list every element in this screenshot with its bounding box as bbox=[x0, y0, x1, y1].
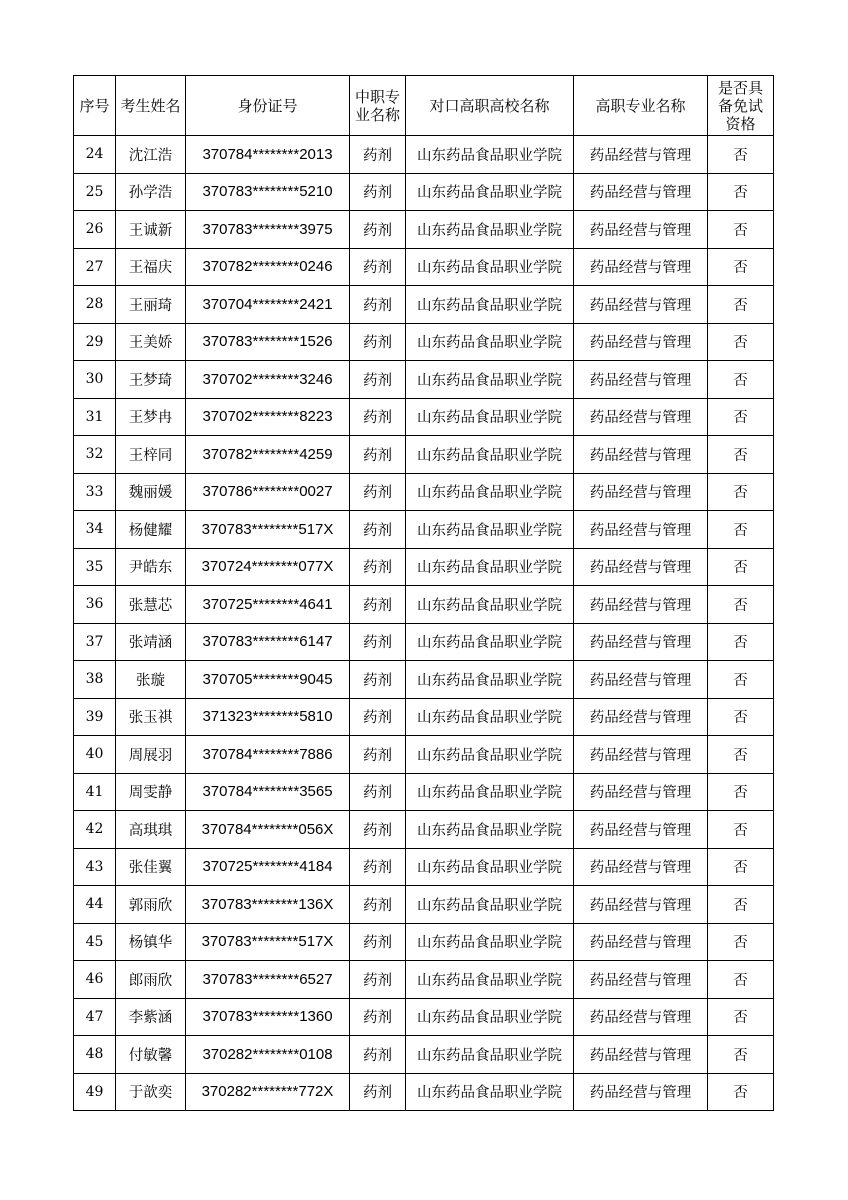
cell-school: 山东药品食品职业学院 bbox=[406, 286, 574, 324]
cell-school: 山东药品食品职业学院 bbox=[406, 848, 574, 886]
table-row bbox=[74, 361, 774, 399]
cell-major: 药剂 bbox=[350, 736, 406, 774]
cell-seq: 43 bbox=[74, 848, 116, 886]
cell-major: 药剂 bbox=[350, 286, 406, 324]
cell-major: 药剂 bbox=[350, 361, 406, 399]
table-row bbox=[74, 811, 774, 849]
table-row bbox=[74, 586, 774, 624]
candidate-table bbox=[73, 75, 774, 1111]
cell-school: 山东药品食品职业学院 bbox=[406, 698, 574, 736]
cell-id: 370783********6147 bbox=[186, 623, 350, 661]
cell-major: 药剂 bbox=[350, 848, 406, 886]
cell-name: 李紫涵 bbox=[116, 998, 186, 1036]
cell-major: 药剂 bbox=[350, 398, 406, 436]
table-row bbox=[74, 286, 774, 324]
header-name: 考生姓名 bbox=[116, 76, 186, 136]
cell-name: 王梦冉 bbox=[116, 398, 186, 436]
cell-name: 张靖涵 bbox=[116, 623, 186, 661]
cell-id: 370724********077X bbox=[186, 548, 350, 586]
table-row bbox=[74, 398, 774, 436]
cell-school: 山东药品食品职业学院 bbox=[406, 773, 574, 811]
header-row bbox=[74, 76, 774, 136]
cell-exempt: 否 bbox=[708, 698, 774, 736]
cell-major: 药剂 bbox=[350, 661, 406, 699]
header-exempt-line3: 资格 bbox=[725, 114, 756, 133]
cell-hmajor: 药品经营与管理 bbox=[574, 736, 708, 774]
cell-id: 370702********3246 bbox=[186, 361, 350, 399]
table-row bbox=[74, 1073, 774, 1111]
cell-major: 药剂 bbox=[350, 623, 406, 661]
cell-major: 药剂 bbox=[350, 586, 406, 624]
cell-hmajor: 药品经营与管理 bbox=[574, 661, 708, 699]
cell-exempt: 否 bbox=[708, 136, 774, 174]
cell-hmajor: 药品经营与管理 bbox=[574, 773, 708, 811]
cell-major: 药剂 bbox=[350, 211, 406, 249]
cell-school: 山东药品食品职业学院 bbox=[406, 136, 574, 174]
cell-exempt: 否 bbox=[708, 1036, 774, 1074]
table-row bbox=[74, 248, 774, 286]
table-row bbox=[74, 736, 774, 774]
cell-id: 370702********8223 bbox=[186, 398, 350, 436]
cell-hmajor: 药品经营与管理 bbox=[574, 211, 708, 249]
cell-seq: 32 bbox=[74, 436, 116, 474]
cell-hmajor: 药品经营与管理 bbox=[574, 698, 708, 736]
cell-name: 王梓同 bbox=[116, 436, 186, 474]
cell-major: 药剂 bbox=[350, 136, 406, 174]
cell-id: 370704********2421 bbox=[186, 286, 350, 324]
table-row bbox=[74, 211, 774, 249]
cell-school: 山东药品食品职业学院 bbox=[406, 961, 574, 999]
cell-school: 山东药品食品职业学院 bbox=[406, 173, 574, 211]
cell-hmajor: 药品经营与管理 bbox=[574, 1073, 708, 1111]
header-major-line2: 业名称 bbox=[354, 105, 400, 124]
cell-hmajor: 药品经营与管理 bbox=[574, 473, 708, 511]
cell-hmajor: 药品经营与管理 bbox=[574, 1036, 708, 1074]
cell-school: 山东药品食品职业学院 bbox=[406, 736, 574, 774]
cell-name: 郭雨欣 bbox=[116, 886, 186, 924]
cell-seq: 26 bbox=[74, 211, 116, 249]
cell-id: 370783********6527 bbox=[186, 961, 350, 999]
cell-exempt: 否 bbox=[708, 511, 774, 549]
cell-id: 370784********056X bbox=[186, 811, 350, 849]
cell-hmajor: 药品经营与管理 bbox=[574, 286, 708, 324]
cell-exempt: 否 bbox=[708, 211, 774, 249]
header-exempt-line2: 备免试 bbox=[717, 96, 763, 115]
cell-hmajor: 药品经营与管理 bbox=[574, 623, 708, 661]
cell-id: 370783********517X bbox=[186, 923, 350, 961]
header-major bbox=[350, 76, 406, 136]
cell-seq: 42 bbox=[74, 811, 116, 849]
cell-hmajor: 药品经营与管理 bbox=[574, 136, 708, 174]
cell-exempt: 否 bbox=[708, 586, 774, 624]
cell-major: 药剂 bbox=[350, 511, 406, 549]
cell-id: 370784********2013 bbox=[186, 136, 350, 174]
cell-id: 370783********1526 bbox=[186, 323, 350, 361]
cell-id: 370282********772X bbox=[186, 1073, 350, 1111]
header-school: 对口高职高校名称 bbox=[406, 76, 574, 136]
cell-name: 张慧芯 bbox=[116, 586, 186, 624]
header-id: 身份证号 bbox=[186, 76, 350, 136]
cell-seq: 40 bbox=[74, 736, 116, 774]
cell-school: 山东药品食品职业学院 bbox=[406, 1036, 574, 1074]
cell-major: 药剂 bbox=[350, 436, 406, 474]
table-row bbox=[74, 511, 774, 549]
table-row bbox=[74, 661, 774, 699]
table-row bbox=[74, 923, 774, 961]
table-row bbox=[74, 173, 774, 211]
cell-exempt: 否 bbox=[708, 473, 774, 511]
table-row bbox=[74, 848, 774, 886]
cell-hmajor: 药品经营与管理 bbox=[574, 961, 708, 999]
cell-exempt: 否 bbox=[708, 661, 774, 699]
cell-seq: 39 bbox=[74, 698, 116, 736]
cell-exempt: 否 bbox=[708, 811, 774, 849]
cell-hmajor: 药品经营与管理 bbox=[574, 886, 708, 924]
cell-hmajor: 药品经营与管理 bbox=[574, 811, 708, 849]
cell-major: 药剂 bbox=[350, 323, 406, 361]
cell-name: 王美娇 bbox=[116, 323, 186, 361]
cell-major: 药剂 bbox=[350, 998, 406, 1036]
cell-seq: 25 bbox=[74, 173, 116, 211]
cell-seq: 44 bbox=[74, 886, 116, 924]
cell-id: 370725********4641 bbox=[186, 586, 350, 624]
cell-name: 杨镇华 bbox=[116, 923, 186, 961]
cell-exempt: 否 bbox=[708, 623, 774, 661]
cell-name: 尹皓东 bbox=[116, 548, 186, 586]
cell-school: 山东药品食品职业学院 bbox=[406, 398, 574, 436]
cell-exempt: 否 bbox=[708, 286, 774, 324]
cell-major: 药剂 bbox=[350, 961, 406, 999]
cell-exempt: 否 bbox=[708, 436, 774, 474]
cell-hmajor: 药品经营与管理 bbox=[574, 998, 708, 1036]
header-major-line1: 中职专 bbox=[354, 87, 400, 106]
cell-exempt: 否 bbox=[708, 961, 774, 999]
cell-seq: 34 bbox=[74, 511, 116, 549]
cell-seq: 35 bbox=[74, 548, 116, 586]
cell-name: 王梦琦 bbox=[116, 361, 186, 399]
cell-exempt: 否 bbox=[708, 173, 774, 211]
header-seq: 序号 bbox=[74, 76, 116, 136]
cell-exempt: 否 bbox=[708, 548, 774, 586]
cell-school: 山东药品食品职业学院 bbox=[406, 923, 574, 961]
cell-name: 魏丽媛 bbox=[116, 473, 186, 511]
cell-name: 郎雨欣 bbox=[116, 961, 186, 999]
cell-name: 王福庆 bbox=[116, 248, 186, 286]
cell-hmajor: 药品经营与管理 bbox=[574, 248, 708, 286]
cell-major: 药剂 bbox=[350, 811, 406, 849]
table-body bbox=[74, 136, 774, 1111]
table-row bbox=[74, 886, 774, 924]
cell-seq: 24 bbox=[74, 136, 116, 174]
cell-seq: 37 bbox=[74, 623, 116, 661]
cell-seq: 27 bbox=[74, 248, 116, 286]
cell-school: 山东药品食品职业学院 bbox=[406, 1073, 574, 1111]
cell-exempt: 否 bbox=[708, 248, 774, 286]
cell-school: 山东药品食品职业学院 bbox=[406, 436, 574, 474]
table-row bbox=[74, 473, 774, 511]
cell-name: 孙学浩 bbox=[116, 173, 186, 211]
cell-name: 沈江浩 bbox=[116, 136, 186, 174]
cell-major: 药剂 bbox=[350, 1073, 406, 1111]
cell-id: 370782********4259 bbox=[186, 436, 350, 474]
cell-name: 王丽琦 bbox=[116, 286, 186, 324]
cell-seq: 41 bbox=[74, 773, 116, 811]
cell-id: 370725********4184 bbox=[186, 848, 350, 886]
cell-hmajor: 药品经营与管理 bbox=[574, 586, 708, 624]
cell-name: 张玉祺 bbox=[116, 698, 186, 736]
cell-school: 山东药品食品职业学院 bbox=[406, 323, 574, 361]
cell-major: 药剂 bbox=[350, 173, 406, 211]
cell-id: 370783********5210 bbox=[186, 173, 350, 211]
cell-school: 山东药品食品职业学院 bbox=[406, 623, 574, 661]
cell-hmajor: 药品经营与管理 bbox=[574, 548, 708, 586]
cell-exempt: 否 bbox=[708, 998, 774, 1036]
table-row bbox=[74, 323, 774, 361]
cell-name: 于歆奕 bbox=[116, 1073, 186, 1111]
cell-hmajor: 药品经营与管理 bbox=[574, 848, 708, 886]
cell-seq: 45 bbox=[74, 923, 116, 961]
cell-school: 山东药品食品职业学院 bbox=[406, 811, 574, 849]
cell-exempt: 否 bbox=[708, 1073, 774, 1111]
cell-major: 药剂 bbox=[350, 548, 406, 586]
cell-school: 山东药品食品职业学院 bbox=[406, 361, 574, 399]
cell-seq: 46 bbox=[74, 961, 116, 999]
table-row bbox=[74, 623, 774, 661]
cell-exempt: 否 bbox=[708, 886, 774, 924]
table-row bbox=[74, 436, 774, 474]
cell-hmajor: 药品经营与管理 bbox=[574, 511, 708, 549]
cell-seq: 49 bbox=[74, 1073, 116, 1111]
cell-seq: 38 bbox=[74, 661, 116, 699]
cell-hmajor: 药品经营与管理 bbox=[574, 398, 708, 436]
table-row bbox=[74, 773, 774, 811]
cell-hmajor: 药品经营与管理 bbox=[574, 923, 708, 961]
cell-exempt: 否 bbox=[708, 736, 774, 774]
cell-seq: 33 bbox=[74, 473, 116, 511]
cell-id: 370786********0027 bbox=[186, 473, 350, 511]
table-row bbox=[74, 1036, 774, 1074]
cell-seq: 28 bbox=[74, 286, 116, 324]
cell-name: 周雯静 bbox=[116, 773, 186, 811]
cell-exempt: 否 bbox=[708, 848, 774, 886]
cell-id: 370783********1360 bbox=[186, 998, 350, 1036]
cell-exempt: 否 bbox=[708, 773, 774, 811]
cell-seq: 29 bbox=[74, 323, 116, 361]
cell-school: 山东药品食品职业学院 bbox=[406, 211, 574, 249]
cell-exempt: 否 bbox=[708, 323, 774, 361]
cell-id: 370784********3565 bbox=[186, 773, 350, 811]
cell-seq: 36 bbox=[74, 586, 116, 624]
cell-hmajor: 药品经营与管理 bbox=[574, 323, 708, 361]
cell-exempt: 否 bbox=[708, 923, 774, 961]
cell-seq: 30 bbox=[74, 361, 116, 399]
cell-hmajor: 药品经营与管理 bbox=[574, 173, 708, 211]
cell-school: 山东药品食品职业学院 bbox=[406, 548, 574, 586]
table-row bbox=[74, 998, 774, 1036]
cell-name: 付敏馨 bbox=[116, 1036, 186, 1074]
cell-major: 药剂 bbox=[350, 698, 406, 736]
cell-major: 药剂 bbox=[350, 773, 406, 811]
cell-id: 370282********0108 bbox=[186, 1036, 350, 1074]
cell-school: 山东药品食品职业学院 bbox=[406, 661, 574, 699]
table-row bbox=[74, 698, 774, 736]
cell-school: 山东药品食品职业学院 bbox=[406, 473, 574, 511]
cell-id: 370705********9045 bbox=[186, 661, 350, 699]
cell-hmajor: 药品经营与管理 bbox=[574, 436, 708, 474]
cell-school: 山东药品食品职业学院 bbox=[406, 886, 574, 924]
cell-hmajor: 药品经营与管理 bbox=[574, 361, 708, 399]
cell-seq: 48 bbox=[74, 1036, 116, 1074]
cell-id: 370782********0246 bbox=[186, 248, 350, 286]
cell-name: 杨健耀 bbox=[116, 511, 186, 549]
cell-name: 高琪琪 bbox=[116, 811, 186, 849]
cell-name: 王诚新 bbox=[116, 211, 186, 249]
cell-school: 山东药品食品职业学院 bbox=[406, 998, 574, 1036]
table-row bbox=[74, 961, 774, 999]
cell-major: 药剂 bbox=[350, 923, 406, 961]
cell-school: 山东药品食品职业学院 bbox=[406, 586, 574, 624]
cell-exempt: 否 bbox=[708, 398, 774, 436]
cell-name: 周展羽 bbox=[116, 736, 186, 774]
cell-seq: 47 bbox=[74, 998, 116, 1036]
cell-seq: 31 bbox=[74, 398, 116, 436]
cell-major: 药剂 bbox=[350, 248, 406, 286]
cell-id: 370783********136X bbox=[186, 886, 350, 924]
cell-major: 药剂 bbox=[350, 1036, 406, 1074]
cell-exempt: 否 bbox=[708, 361, 774, 399]
header-hmajor: 高职专业名称 bbox=[574, 76, 708, 136]
cell-id: 371323********5810 bbox=[186, 698, 350, 736]
cell-name: 张璇 bbox=[116, 661, 186, 699]
header-exempt-line1: 是否具 bbox=[717, 78, 763, 97]
cell-name: 张佳翼 bbox=[116, 848, 186, 886]
cell-school: 山东药品食品职业学院 bbox=[406, 248, 574, 286]
table-row bbox=[74, 136, 774, 174]
cell-id: 370784********7886 bbox=[186, 736, 350, 774]
cell-id: 370783********517X bbox=[186, 511, 350, 549]
cell-school: 山东药品食品职业学院 bbox=[406, 511, 574, 549]
table-row bbox=[74, 548, 774, 586]
cell-major: 药剂 bbox=[350, 473, 406, 511]
cell-id: 370783********3975 bbox=[186, 211, 350, 249]
cell-major: 药剂 bbox=[350, 886, 406, 924]
header-exempt bbox=[708, 76, 774, 136]
